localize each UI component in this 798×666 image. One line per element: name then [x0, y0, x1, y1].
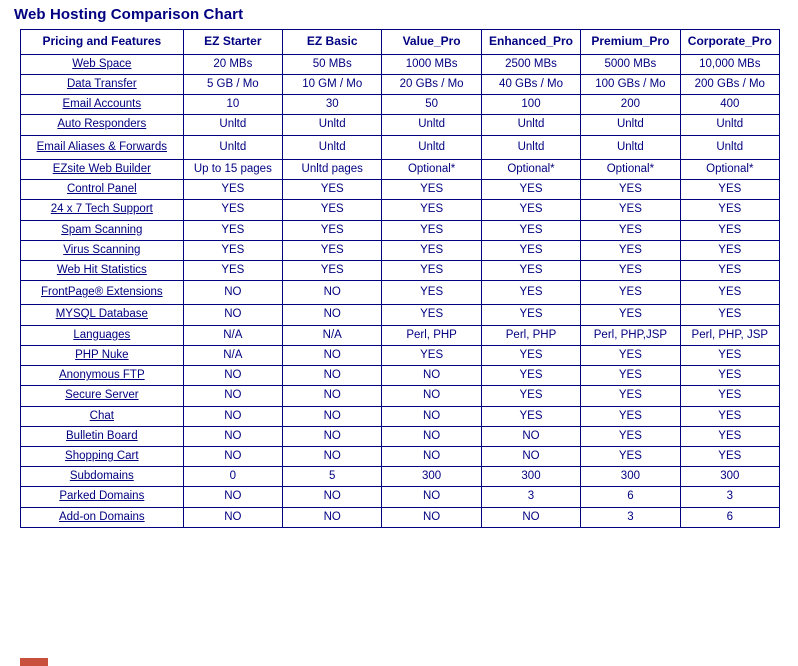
table-row: [21, 487, 780, 507]
feature-link[interactable]: EZsite Web Builder: [52, 162, 151, 175]
table-cell: NO: [183, 281, 282, 305]
table-cell: YES: [680, 386, 779, 406]
table-cell: 2500 MBs: [481, 54, 580, 74]
column-header-enhanced-pro: Enhanced_Pro: [481, 30, 580, 55]
table-cell: Perl, PHP, JSP: [680, 325, 779, 345]
feature-link[interactable]: PHP Nuke: [75, 348, 129, 361]
table-cell: YES: [183, 220, 282, 240]
table-row: [21, 75, 780, 95]
table-cell: N/A: [283, 325, 382, 345]
table-cell: YES: [581, 366, 680, 386]
table-cell: 300: [382, 467, 481, 487]
column-header-ez-basic: EZ Basic: [283, 30, 382, 55]
table-cell: 200: [581, 95, 680, 115]
table-cell: YES: [581, 281, 680, 305]
table-cell: Unltd: [680, 135, 779, 159]
feature-link[interactable]: Anonymous FTP: [58, 369, 145, 382]
table-cell: YES: [680, 446, 779, 466]
table-cell: YES: [382, 345, 481, 365]
table-cell: 5 GB / Mo: [183, 75, 282, 95]
table-row: [21, 95, 780, 115]
hosting-comparison-table: [20, 29, 780, 528]
table-row: [21, 507, 780, 527]
table-cell: YES: [680, 200, 779, 220]
feature-link[interactable]: Add-on Domains: [58, 510, 145, 523]
feature-name-cell[interactable]: [21, 135, 184, 159]
feature-name-cell[interactable]: [21, 281, 184, 305]
feature-name-cell[interactable]: [21, 467, 184, 487]
table-cell: YES: [481, 305, 580, 325]
table-cell: NO: [382, 426, 481, 446]
table-cell: YES: [581, 446, 680, 466]
feature-name-cell[interactable]: [21, 366, 184, 386]
feature-name-cell[interactable]: [21, 487, 184, 507]
table-cell: 6: [581, 487, 680, 507]
column-header-premium-pro: Premium_Pro: [581, 30, 680, 55]
table-cell: 300: [481, 467, 580, 487]
table-cell: YES: [382, 180, 481, 200]
table-cell: YES: [581, 240, 680, 260]
feature-name-cell[interactable]: [21, 325, 184, 345]
feature-name-cell[interactable]: [21, 159, 184, 179]
table-cell: 40 GBs / Mo: [481, 75, 580, 95]
table-cell: YES: [382, 260, 481, 280]
feature-name-cell[interactable]: [21, 200, 184, 220]
table-cell: Perl, PHP,JSP: [581, 325, 680, 345]
feature-name-cell[interactable]: [21, 345, 184, 365]
feature-link[interactable]: Bulletin Board: [66, 429, 138, 442]
table-cell: NO: [183, 507, 282, 527]
table-cell: NO: [283, 406, 382, 426]
table-cell: NO: [283, 507, 382, 527]
table-cell: YES: [481, 260, 580, 280]
table-cell: N/A: [183, 345, 282, 365]
table-cell: 200 GBs / Mo: [680, 75, 779, 95]
feature-link[interactable]: Spam Scanning: [61, 223, 143, 236]
table-cell: YES: [680, 406, 779, 426]
feature-name-cell[interactable]: [21, 260, 184, 280]
feature-link[interactable]: Control Panel: [66, 183, 137, 196]
table-cell: YES: [183, 200, 282, 220]
table-cell: YES: [581, 386, 680, 406]
feature-name-cell[interactable]: [21, 305, 184, 325]
table-cell: YES: [481, 406, 580, 426]
feature-link[interactable]: Chat: [89, 409, 114, 422]
table-cell: YES: [481, 345, 580, 365]
table-cell: YES: [382, 220, 481, 240]
table-cell: NO: [183, 487, 282, 507]
feature-name-cell[interactable]: [21, 180, 184, 200]
table-cell: NO: [183, 366, 282, 386]
table-row: [21, 345, 780, 365]
table-row: [21, 325, 780, 345]
feature-name-cell[interactable]: [21, 54, 184, 74]
table-cell: YES: [581, 345, 680, 365]
table-cell: YES: [382, 281, 481, 305]
table-row: [21, 406, 780, 426]
table-cell: Optional*: [481, 159, 580, 179]
table-cell: YES: [481, 366, 580, 386]
table-cell: 10: [183, 95, 282, 115]
table-cell: NO: [382, 487, 481, 507]
table-row: [21, 220, 780, 240]
table-cell: 0: [183, 467, 282, 487]
feature-name-cell[interactable]: [21, 75, 184, 95]
table-cell: NO: [382, 507, 481, 527]
table-cell: 20 MBs: [183, 54, 282, 74]
feature-link[interactable]: 24 x 7 Tech Support: [50, 203, 153, 216]
table-cell: NO: [283, 345, 382, 365]
table-cell: NO: [283, 366, 382, 386]
table-cell: YES: [382, 240, 481, 260]
table-cell: YES: [680, 281, 779, 305]
table-cell: NO: [183, 406, 282, 426]
table-cell: YES: [680, 366, 779, 386]
table-cell: NO: [481, 446, 580, 466]
table-cell: NO: [183, 446, 282, 466]
footer-accent-bar: [20, 658, 48, 666]
table-cell: YES: [680, 305, 779, 325]
table-cell: Perl, PHP: [382, 325, 481, 345]
table-cell: YES: [680, 426, 779, 446]
table-cell: 30: [283, 95, 382, 115]
table-cell: NO: [481, 426, 580, 446]
table-cell: 3: [481, 487, 580, 507]
table-cell: YES: [581, 260, 680, 280]
table-cell: YES: [581, 406, 680, 426]
table-row: [21, 54, 780, 74]
table-cell: YES: [183, 180, 282, 200]
table-header: [21, 30, 780, 55]
feature-name-cell[interactable]: [21, 507, 184, 527]
table-row: [21, 200, 780, 220]
table-cell: NO: [183, 305, 282, 325]
table-cell: NO: [283, 386, 382, 406]
feature-link[interactable]: FrontPage® Extensions: [41, 286, 163, 299]
table-cell: YES: [283, 200, 382, 220]
feature-name-cell[interactable]: [21, 115, 184, 135]
feature-name-cell[interactable]: [21, 220, 184, 240]
table-cell: NO: [283, 487, 382, 507]
table-cell: YES: [481, 386, 580, 406]
table-row: [21, 159, 780, 179]
column-header-ez-starter: EZ Starter: [183, 30, 282, 55]
table-row: [21, 240, 780, 260]
table-cell: YES: [680, 345, 779, 365]
table-cell: YES: [581, 305, 680, 325]
feature-link[interactable]: MYSQL Database: [55, 308, 148, 321]
table-row: [21, 426, 780, 446]
table-cell: N/A: [183, 325, 282, 345]
table-row: [21, 467, 780, 487]
table-cell: 20 GBs / Mo: [382, 75, 481, 95]
table-row: [21, 115, 780, 135]
table-row: [21, 260, 780, 280]
table-cell: YES: [481, 220, 580, 240]
feature-link[interactable]: Parked Domains: [59, 490, 145, 503]
feature-link[interactable]: Web Hit Statistics: [56, 263, 147, 276]
table-cell: YES: [183, 260, 282, 280]
table-cell: YES: [283, 260, 382, 280]
table-cell: YES: [481, 200, 580, 220]
table-cell: 5: [283, 467, 382, 487]
table-cell: 400: [680, 95, 779, 115]
table-cell: NO: [283, 281, 382, 305]
table-row: [21, 281, 780, 305]
table-cell: YES: [283, 220, 382, 240]
page-title: Web Hosting Comparison Chart: [14, 6, 244, 23]
feature-link[interactable]: Email Aliases & Forwards: [36, 140, 167, 153]
table-cell: 3: [581, 507, 680, 527]
table-body: [21, 54, 780, 527]
table-cell: 5000 MBs: [581, 54, 680, 74]
table-cell: Unltd: [283, 135, 382, 159]
table-cell: YES: [481, 180, 580, 200]
table-cell: NO: [481, 507, 580, 527]
table-cell: NO: [283, 426, 382, 446]
table-row: [21, 135, 780, 159]
table-cell: Up to 15 pages: [183, 159, 282, 179]
table-cell: YES: [581, 220, 680, 240]
table-cell: Optional*: [382, 159, 481, 179]
table-cell: 10,000 MBs: [680, 54, 779, 74]
table-cell: 6: [680, 507, 779, 527]
table-cell: YES: [680, 180, 779, 200]
table-cell: YES: [481, 240, 580, 260]
feature-link[interactable]: Secure Server: [65, 389, 139, 402]
table-cell: Perl, PHP: [481, 325, 580, 345]
table-cell: YES: [283, 180, 382, 200]
table-cell: Unltd: [283, 115, 382, 135]
table-cell: Unltd: [382, 135, 481, 159]
feature-name-cell[interactable]: [21, 386, 184, 406]
table-row: [21, 446, 780, 466]
table-cell: NO: [283, 305, 382, 325]
table-cell: YES: [680, 220, 779, 240]
table-row: [21, 305, 780, 325]
table-cell: 100 GBs / Mo: [581, 75, 680, 95]
feature-link[interactable]: Email Accounts: [62, 98, 142, 111]
feature-name-cell[interactable]: [21, 426, 184, 446]
table-cell: YES: [382, 200, 481, 220]
table-header-row: [21, 30, 780, 55]
table-cell: YES: [581, 200, 680, 220]
table-cell: YES: [680, 260, 779, 280]
table-cell: NO: [382, 406, 481, 426]
feature-link[interactable]: Web Space: [72, 57, 132, 70]
table-cell: 50 MBs: [283, 54, 382, 74]
table-cell: YES: [481, 281, 580, 305]
feature-name-cell[interactable]: [21, 446, 184, 466]
table-cell: Unltd: [581, 115, 680, 135]
table-cell: Unltd: [581, 135, 680, 159]
table-row: [21, 180, 780, 200]
feature-link[interactable]: Shopping Cart: [65, 449, 139, 462]
table-cell: YES: [382, 305, 481, 325]
feature-link[interactable]: Subdomains: [69, 470, 134, 483]
table-cell: YES: [581, 426, 680, 446]
table-cell: NO: [283, 446, 382, 466]
table-cell: Optional*: [581, 159, 680, 179]
feature-link[interactable]: Data Transfer: [66, 78, 137, 91]
column-header-features: Pricing and Features: [21, 30, 184, 55]
table-cell: Unltd pages: [283, 159, 382, 179]
table-cell: Unltd: [382, 115, 481, 135]
table-cell: 50: [382, 95, 481, 115]
table-cell: NO: [382, 446, 481, 466]
table-cell: 300: [581, 467, 680, 487]
table-cell: NO: [183, 386, 282, 406]
table-cell: Unltd: [680, 115, 779, 135]
table-cell: Unltd: [481, 135, 580, 159]
table-cell: YES: [680, 240, 779, 260]
table-cell: Unltd: [183, 135, 282, 159]
feature-name-cell[interactable]: [21, 95, 184, 115]
table-cell: Unltd: [481, 115, 580, 135]
column-header-value-pro: Value_Pro: [382, 30, 481, 55]
table-cell: Optional*: [680, 159, 779, 179]
table-cell: YES: [581, 180, 680, 200]
table-cell: 300: [680, 467, 779, 487]
table-cell: NO: [382, 366, 481, 386]
feature-link[interactable]: Auto Responders: [57, 118, 147, 131]
feature-name-cell[interactable]: [21, 406, 184, 426]
table-cell: Unltd: [183, 115, 282, 135]
column-header-corporate-pro: Corporate_Pro: [680, 30, 779, 55]
table-cell: 1000 MBs: [382, 54, 481, 74]
feature-name-cell[interactable]: [21, 240, 184, 260]
feature-link[interactable]: Virus Scanning: [63, 243, 141, 256]
table-cell: YES: [283, 240, 382, 260]
table-cell: NO: [183, 426, 282, 446]
table-cell: 10 GM / Mo: [283, 75, 382, 95]
table-cell: YES: [183, 240, 282, 260]
table-row: [21, 386, 780, 406]
table-row: [21, 366, 780, 386]
table-container: [0, 29, 798, 528]
table-cell: 3: [680, 487, 779, 507]
feature-link[interactable]: Languages: [73, 328, 131, 341]
table-cell: 100: [481, 95, 580, 115]
table-cell: NO: [382, 386, 481, 406]
